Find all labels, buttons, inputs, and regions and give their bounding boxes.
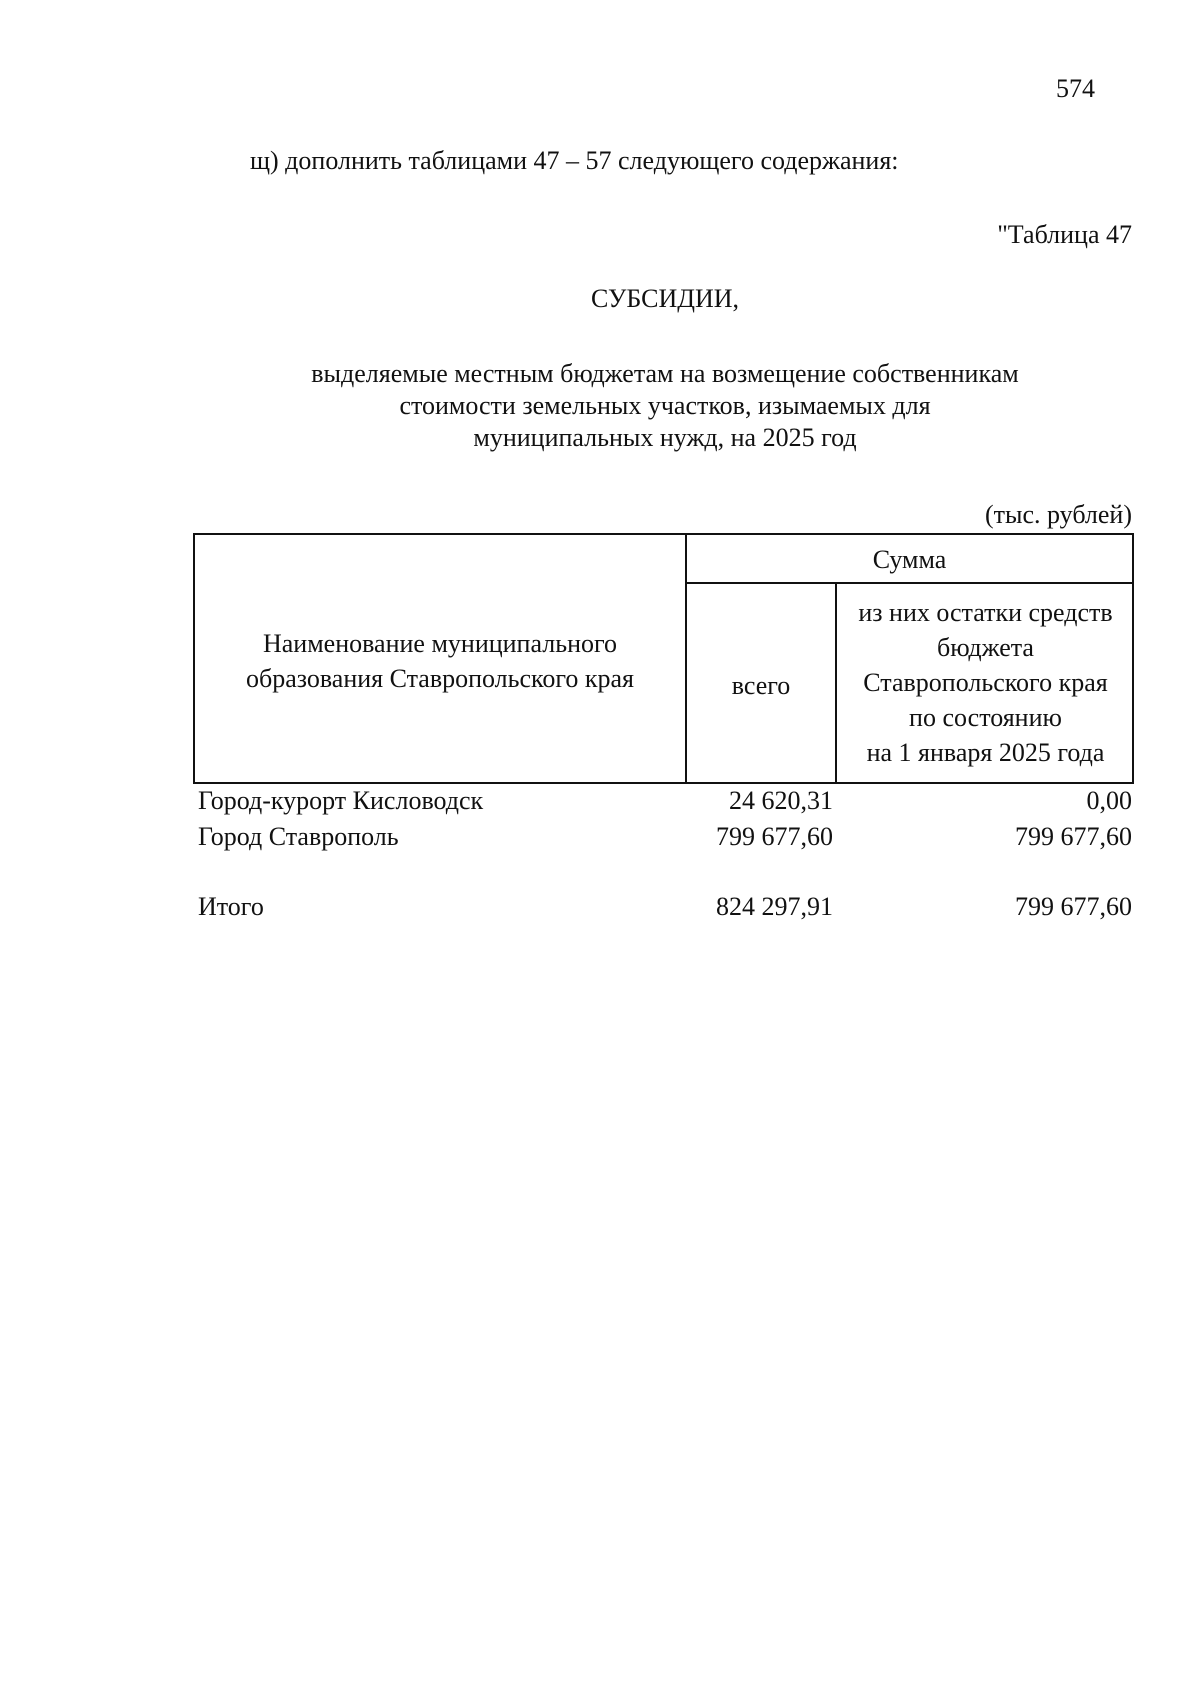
document-subtitle [0,358,1200,454]
header-remainder-line: Ставропольского края [863,668,1108,697]
header-remainder-line: из них остатки средств [858,598,1113,627]
header-remainder-line: бюджета [937,633,1034,662]
summary-remainder: 799 677,60 [1015,892,1132,921]
row-total: 24 620,31 [729,786,833,815]
header-remainder-cell [837,595,1134,770]
row-name: Город Ставрополь [198,822,399,851]
subtitle-line: выделяемые местным бюджетам на возмещение собственникам [311,359,1019,388]
header-name-line: Наименование муниципального [262,629,618,658]
units-label: (тыс. рублей) [984,500,1132,529]
header-name-line: образования Ставропольского края [245,664,635,693]
summary-total: 824 297,91 [716,892,833,921]
row-name: Город-курорт Кисловодск [198,786,484,815]
row-total: 799 677,60 [716,822,833,851]
row-remainder: 0,00 [1086,786,1132,815]
document-title: СУБСИДИИ, [590,284,740,313]
header-sum-label: Сумма [872,545,947,574]
header-remainder-line: по состоянию [909,703,1062,732]
row-remainder: 799 677,60 [1015,822,1132,851]
table-label: "Таблица 47 [997,220,1132,249]
summary-name: Итого [198,892,264,921]
header-sum-cell [687,542,1132,577]
header-total-label: всего [731,671,791,700]
header-total-cell [687,668,835,703]
subtitle-line: муниципальных нужд, на 2025 год [473,423,857,452]
instruction-text: щ) дополнить таблицами 47 – 57 следующего содержания: [250,146,899,175]
header-name-cell [195,626,685,696]
header-remainder-line: на 1 января 2025 года [866,738,1105,767]
subtitle-line: стоимости земельных участков, изымаемых для [399,391,931,420]
page-number: 574 [1056,74,1095,103]
header-divider [685,582,1134,584]
